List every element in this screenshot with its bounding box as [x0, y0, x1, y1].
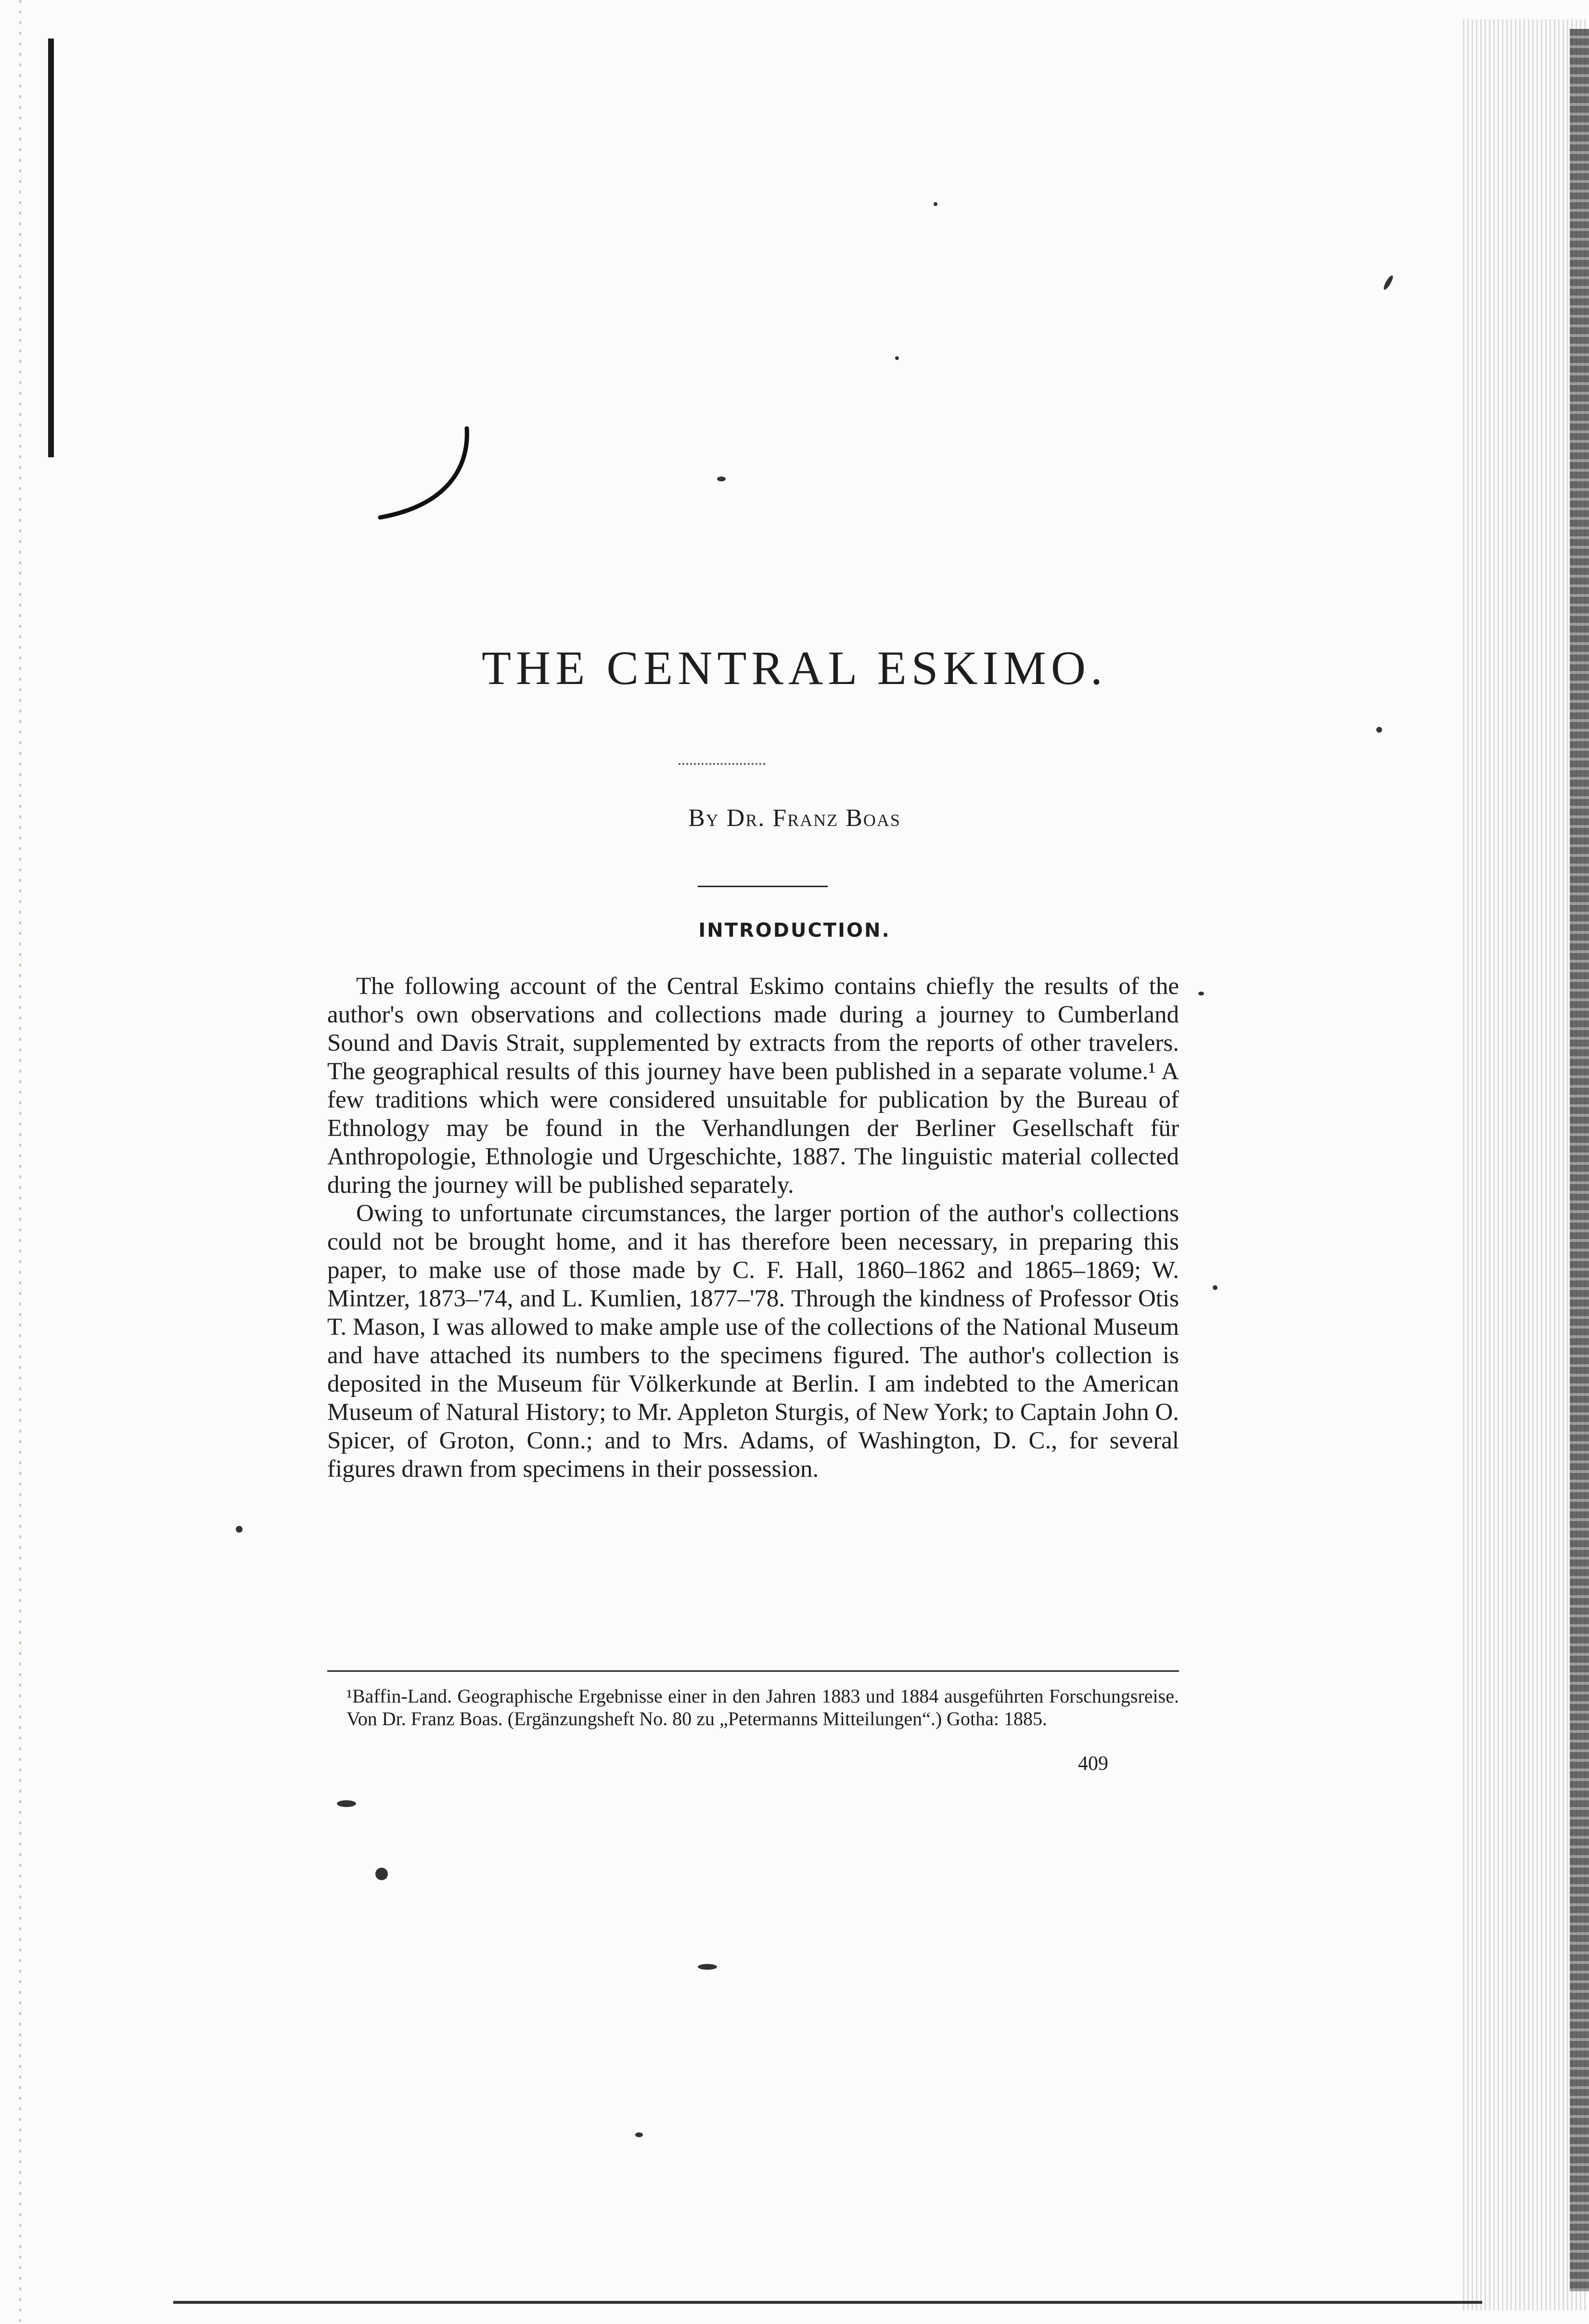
article-title: THE CENTRAL ESKIMO. — [481, 641, 1108, 695]
scan-speck — [1198, 992, 1204, 995]
scan-speck — [934, 202, 937, 206]
scan-speck — [698, 1964, 717, 1970]
footnote: ¹Baffin-Land. Geographische Ergebnisse einer in den Jahren 1883 und 1884 ausgeführten Forschungsreise. Von Dr. Franz Boas. (Ergänzungsheft No. 80 zu „Petermanns Mitteilungen“.) Gotha: 1885. — [346, 1685, 1179, 1730]
footnote-rule — [327, 1670, 1179, 1672]
scan-speck — [1213, 1285, 1217, 1290]
pen-stroke-mark — [366, 414, 491, 539]
section-heading: INTRODUCTION. — [698, 919, 891, 942]
page-number: 409 — [1078, 1753, 1108, 1775]
scan-speck — [1382, 274, 1395, 291]
scan-speck — [337, 1800, 356, 1807]
article-byline: By Dr. Franz Boas — [688, 804, 901, 832]
scan-speck — [236, 1526, 243, 1533]
scan-speck — [1376, 727, 1382, 733]
scan-right-edge-noise — [1463, 19, 1588, 2311]
scan-left-edge-shadow — [19, 0, 21, 2324]
scan-right-edge-binding — [1570, 29, 1589, 2291]
body-paragraph: Owing to unfortunate circumstances, the larger portion of the author's collections could not be brought home, and it has therefore been necessary, in preparing this paper, to make use of those made by C. F. Hall, 1860–1862 and 1865–1869; W. Mintzer, 1873–'74, and L. Kumlien, 1877–'78. Through the kindness of Professor Otis T. Mason, I was allowed to make ample use of the collections of the National Museum and have attached its numbers to the specimens figured. The author's collection is deposited in the Museum für Völkerkunde at Berlin. I am indebted to the American Museum of Natural History; to Mr. Appleton Sturgis, of New York; to Captain John O. Spicer, of Groton, Conn.; and to Mrs. Adams, of Washington, D. C., for several figures drawn from specimens in their possession. — [327, 1200, 1179, 1483]
scan-speck — [717, 477, 726, 481]
scan-speck — [375, 1868, 388, 1880]
scan-left-edge-mark — [48, 39, 54, 457]
scan-speck — [895, 356, 899, 360]
body-paragraph: The following account of the Central Eskimo contains chiefly the results of the author's own observations and collections made during a journey to Cumberland Sound and Davis Strait, supplemented by extracts from the reports of other travelers. The geographical results of this journey have been published in a separate volume.¹ A few traditions which were considered unsuitable for publication by the Bureau of Ethnology may be found in the Verhandlungen der Berliner Gesellschaft für Anthropologie, Ethnologie und Urgeschichte, 1887. The linguistic material collected during the journey will be published separately. — [327, 973, 1179, 1199]
scan-speck — [635, 2132, 643, 2137]
scan-bottom-edge — [173, 2301, 1482, 2304]
byline-rule — [698, 886, 828, 887]
title-ornament-rule — [679, 763, 765, 765]
article-body — [327, 972, 1179, 1484]
